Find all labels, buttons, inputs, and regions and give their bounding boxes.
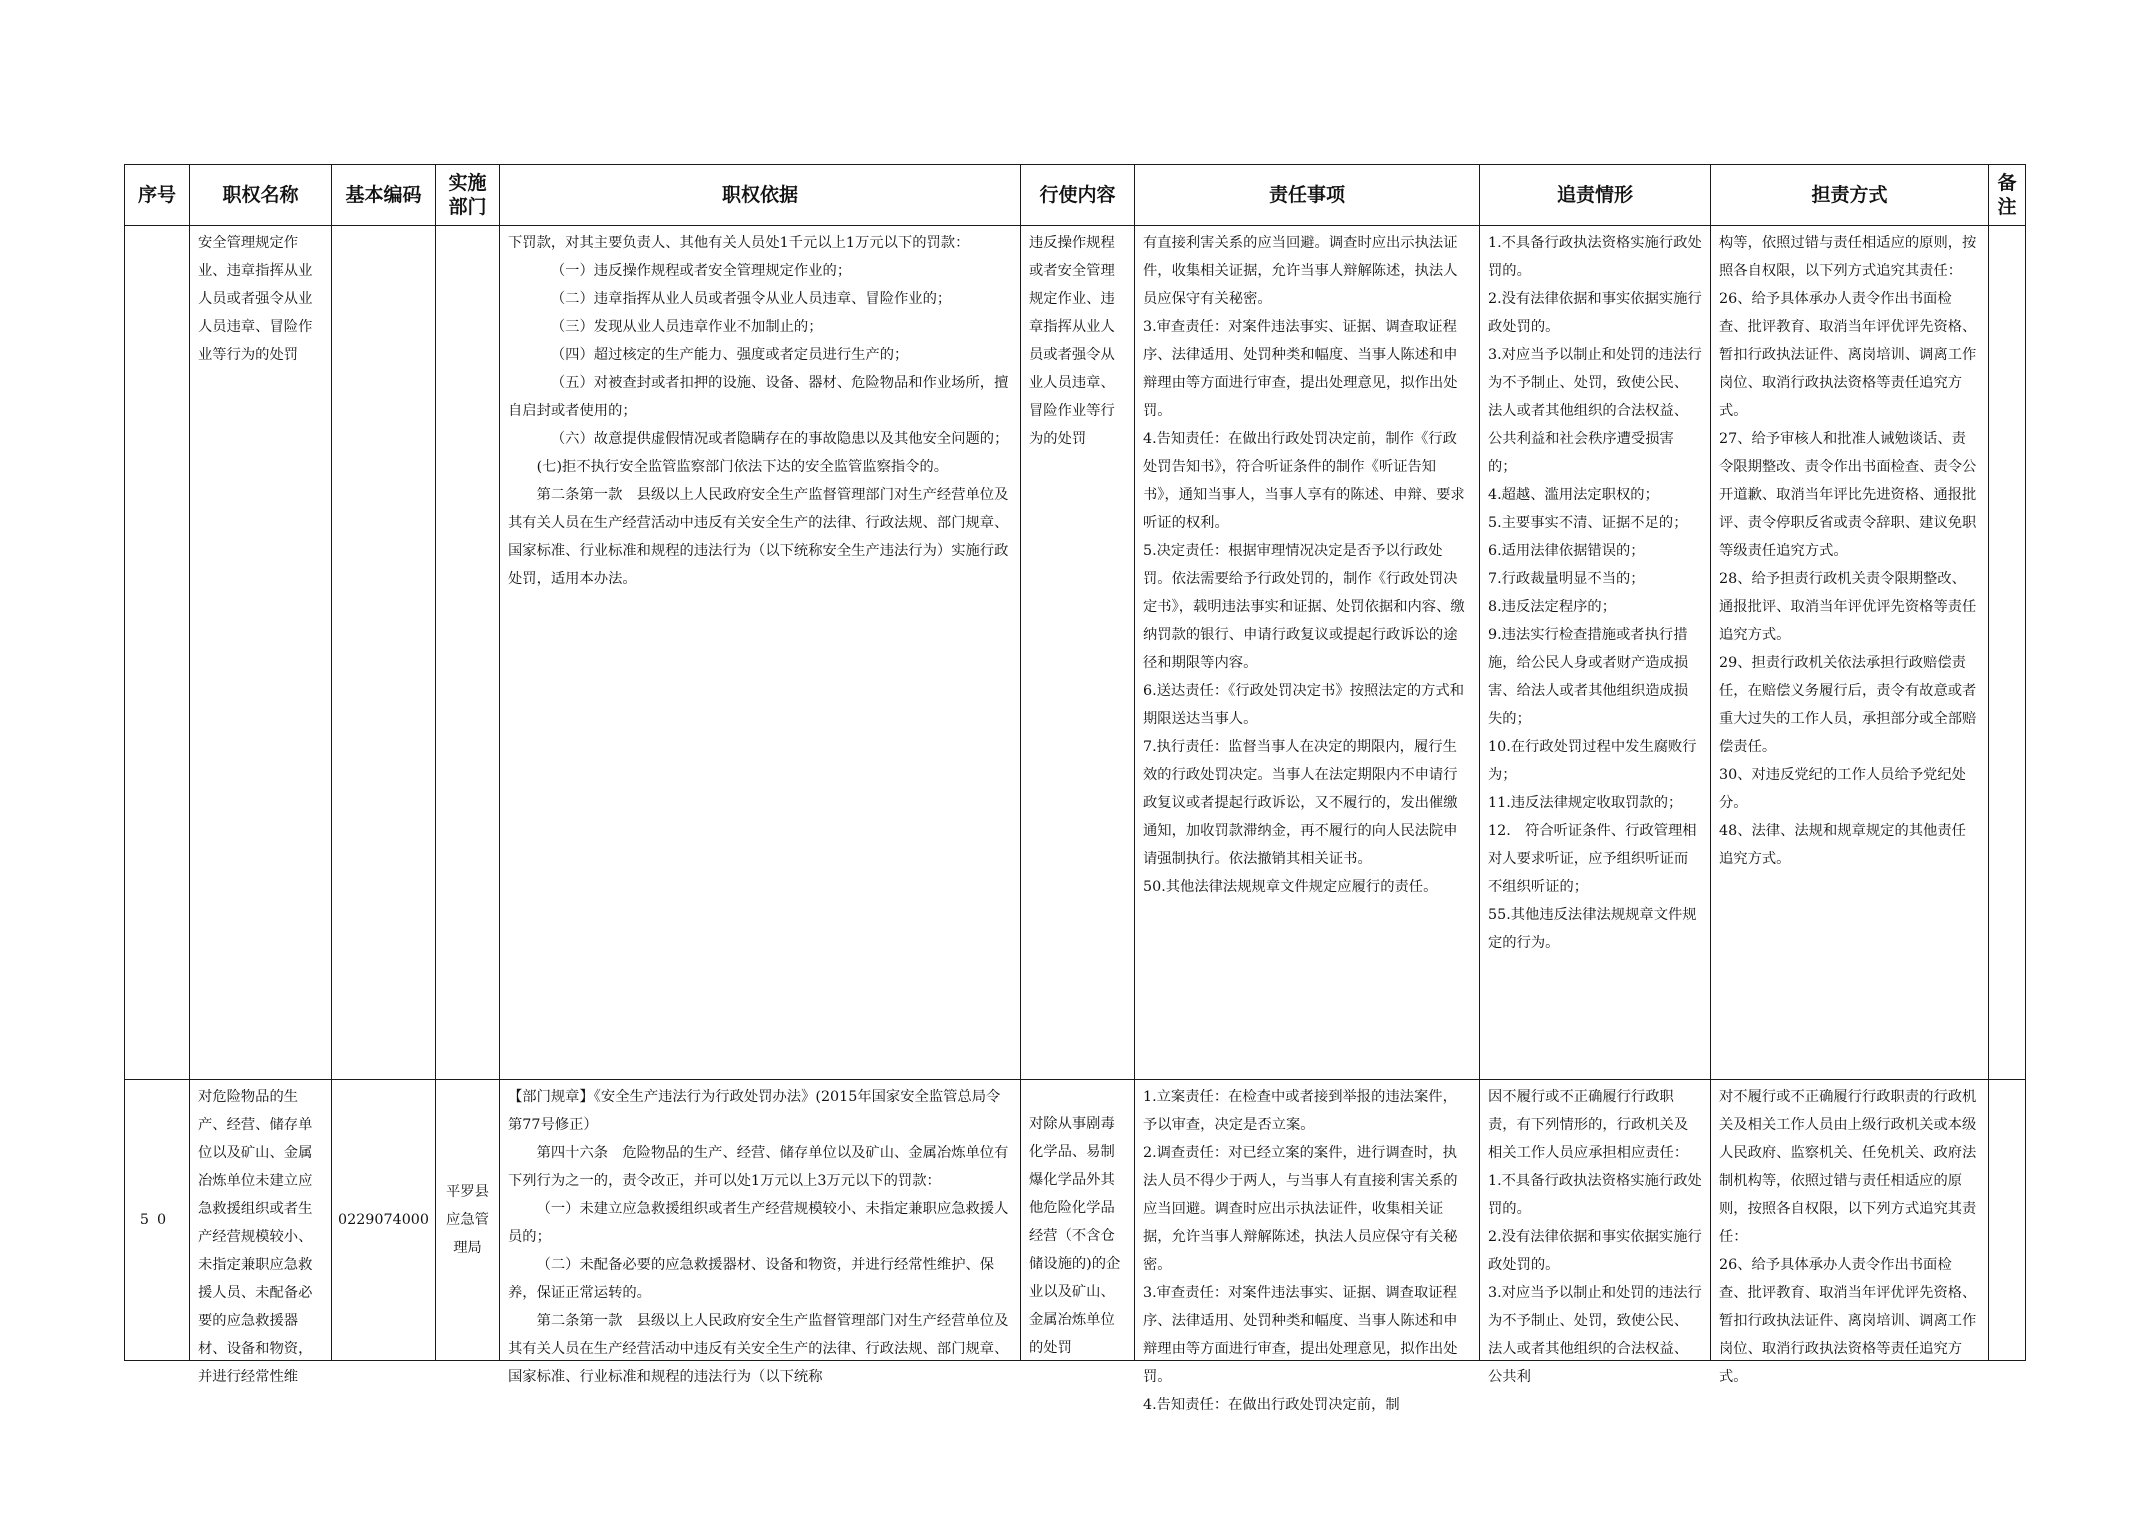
header-duty: 责任事项 xyxy=(1135,165,1480,226)
header-name: 职权名称 xyxy=(190,165,332,226)
cell-paragraph: 26、给予具体承办人责令作出书面检查、批评教育、取消当年评优评先资格、暂扣行政执法证件、离岗培训、调离工作岗位、取消行政执法资格等责任追究方式。 xyxy=(1719,1257,1977,1385)
dept-cell xyxy=(436,226,500,1080)
table-row xyxy=(125,1080,2026,1361)
cell-paragraph: 3.对应当予以制止和处罚的违法行为不予制止、处罚，致使公民、法人或者其他组织的合法权益、公共利益和社会秩序遭受损害的； xyxy=(1488,347,1702,475)
header-row xyxy=(125,165,2026,226)
cell-paragraph: 48、法律、法规和规章规定的其他责任追究方式。 xyxy=(1719,823,1966,867)
header-seq: 序号 xyxy=(125,165,190,226)
cell-paragraph: 1.不具备行政执法资格实施行政处罚的。 xyxy=(1488,1173,1702,1217)
name-cell: 安全管理规定作业、违章指挥从业人员或者强令从业人员违章、冒险作业等行为的处罚 xyxy=(190,226,332,1080)
seq-cell xyxy=(125,226,190,1080)
cell-paragraph: 【部门规章】《安全生产违法行为行政处罚办法》(2015年国家安全监管总局令第77号修正） xyxy=(508,1089,1001,1133)
cell-paragraph: 26、给予具体承办人责令作出书面检查、批评教育、取消当年评优评先资格、暂扣行政执法证件、离岗培训、调离工作岗位、取消行政执法资格等责任追究方式。 xyxy=(1719,291,1977,419)
cell-paragraph: 7.执行责任：监督当事人在决定的期限内，履行生效的行政处罚决定。当事人在法定期限内不申请行政复议或者提起行政诉讼，又不履行的，发出催缴通知，加收罚款滞纳金，再不履行的向人民法院申请强制执行。依法撤销其相关证书。 xyxy=(1143,739,1458,867)
cell-paragraph: 30、对违反党纪的工作人员给予党纪处分。 xyxy=(1719,767,1966,811)
seq-cell: 50 xyxy=(125,1080,190,1361)
basis-cell xyxy=(500,1080,1021,1385)
cell-paragraph: 5.主要事实不清、证据不足的； xyxy=(1488,515,1688,531)
content-cell: 对除从事剧毒化学品、易制爆化学品外其他危险化学品经营（不含仓储设施的)的企业以及矿山、金属冶炼单位的处罚 xyxy=(1021,1080,1135,1361)
accountability-cell xyxy=(1480,1080,1711,1385)
cell-paragraph: 1.立案责任：在检查中或者接到举报的违法案件，予以审查，决定是否立案。 xyxy=(1143,1089,1457,1133)
cell-paragraph: 4.告知责任：在做出行政处罚决定前，制 xyxy=(1143,1397,1400,1413)
content-cell: 违反操作规程或者安全管理规定作业、违章指挥从业人员或者强令从业人员违章、冒险作业等行为的处罚 xyxy=(1021,226,1135,1080)
cell-paragraph: （四）超过核定的生产能力、强度或者定员进行生产的； xyxy=(550,347,909,363)
cell-paragraph: （六）故意提供虚假情况或者隐瞒存在的事故隐患以及其他安全问题的； xyxy=(550,431,1009,447)
cell-paragraph: （三）发现从业人员违章作业不加制止的； xyxy=(550,319,823,335)
cell-paragraph: 7.行政裁量明显不当的； xyxy=(1488,571,1645,587)
header-code: 基本编码 xyxy=(332,165,436,226)
cell-paragraph: （二）未配备必要的应急救援器材、设备和物资，并进行经常性维护、保养，保证正常运转的。 xyxy=(508,1257,995,1301)
remark-cell xyxy=(1989,1080,2026,1361)
method-cell xyxy=(1711,226,1989,1080)
dept-cell: 平罗县应急管理局 xyxy=(436,1080,500,1361)
header-accountability: 追责情形 xyxy=(1480,165,1711,226)
header-remark: 备 注 xyxy=(1989,165,2026,226)
cell-paragraph: 11.违反法律规定收取罚款的； xyxy=(1488,795,1683,811)
cell-paragraph: （五）对被查封或者扣押的设施、设备、器材、危险物品和作业场所，擅自启封或者使用的； xyxy=(508,375,1009,419)
code-cell: 0229074000 xyxy=(332,1080,436,1361)
cell-paragraph: 29、担责行政机关依法承担行政赔偿责任，在赔偿义务履行后，责令有故意或者重大过失的工作人员，承担部分或全部赔偿责任。 xyxy=(1719,655,1977,755)
cell-paragraph: 6.送达责任：《行政处罚决定书》按照法定的方式和期限送达当事人。 xyxy=(1143,683,1465,727)
cell-paragraph: 6.适用法律依据错误的； xyxy=(1488,543,1645,559)
cell-paragraph: 2.调查责任：对已经立案的案件，进行调查时，执法人员不得少于两人，与当事人有直接利害关系的应当回避。调查时应出示执法证件，收集相关证据，允许当事人辩解陈述，执法人员应保守有关秘密。 xyxy=(1143,1145,1458,1273)
duty-cell xyxy=(1135,226,1480,1080)
header-content: 行使内容 xyxy=(1021,165,1135,226)
cell-paragraph: 第二条第一款 县级以上人民政府安全生产监督管理部门对生产经营单位及其有关人员在生产经营活动中违反有关安全生产的法律、行政法规、部门规章、国家标准、行业标准和规程的违法行为（以下统称安全生产违法行为）实施行政处罚，适用本办法。 xyxy=(508,487,1009,587)
header-dept: 实施 部门 xyxy=(436,165,500,226)
cell-paragraph: 3.审查责任：对案件违法事实、证据、调查取证程序、法律适用、处罚种类和幅度、当事人陈述和申辩理由等方面进行审查，提出处理意见，拟作出处罚。 xyxy=(1143,319,1458,419)
authority-table xyxy=(124,164,2026,1413)
cell-paragraph: 28、给予担责行政机关责令限期整改、通报批评、取消当年评优评先资格等责任追究方式。 xyxy=(1719,571,1977,643)
cell-paragraph: 第二条第一款 县级以上人民政府安全生产监督管理部门对生产经营单位及其有关人员在生产经营活动中违反有关安全生产的法律、行政法规、部门规章、国家标准、行业标准和规程的违法行为（以下统称 xyxy=(508,1313,1009,1385)
cell-paragraph: 10.在行政处罚过程中发生腐败行为； xyxy=(1488,739,1697,783)
duty-cell xyxy=(1135,1080,1480,1413)
cell-paragraph: 4.超越、滥用法定职权的； xyxy=(1488,487,1659,503)
cell-paragraph: 9.违法实行检查措施或者执行措施，给公民人身或者财产造成损害、给法人或者其他组织造成损失的； xyxy=(1488,627,1689,727)
cell-paragraph: 2.没有法律依据和事实依据实施行政处罚的。 xyxy=(1488,1229,1702,1273)
cell-paragraph: 有直接利害关系的应当回避。调查时应出示执法证件，收集相关证据，允许当事人辩解陈述，执法人员应保守有关秘密。 xyxy=(1143,235,1458,307)
cell-paragraph: 3.审查责任：对案件违法事实、证据、调查取证程序、法律适用、处罚种类和幅度、当事人陈述和申辩理由等方面进行审查，提出处理意见，拟作出处罚。 xyxy=(1143,1285,1458,1385)
basis-cell xyxy=(500,226,1021,1080)
cell-paragraph: （一）未建立应急救援组织或者生产经营规模较小、未指定兼职应急救援人员的； xyxy=(508,1201,1009,1245)
cell-paragraph: 下罚款，对其主要负责人、其他有关人员处1千元以上1万元以下的罚款： xyxy=(508,235,970,251)
cell-paragraph: 4.告知责任：在做出行政处罚决定前，制作《行政处罚告知书》，符合听证条件的制作《听证告知书》，通知当事人，当事人享有的陈述、申辩、要求听证的权利。 xyxy=(1143,431,1465,531)
cell-paragraph: 12. 符合听证条件、行政管理相对人要求听证，应予组织听证而不组织听证的； xyxy=(1488,823,1697,895)
cell-paragraph: 3.对应当予以制止和处罚的违法行为不予制止、处罚，致使公民、法人或者其他组织的合法权益、公共利 xyxy=(1488,1285,1702,1385)
cell-paragraph: 2.没有法律依据和事实依据实施行政处罚的。 xyxy=(1488,291,1702,335)
cell-paragraph: （二）违章指挥从业人员或者强令从业人员违章、冒险作业的； xyxy=(550,291,952,307)
cell-paragraph: 第四十六条 危险物品的生产、经营、储存单位以及矿山、金属冶炼单位有下列行为之一的，责令改正，并可以处1万元以上3万元以下的罚款： xyxy=(508,1145,1009,1189)
cell-paragraph: 5.决定责任：根据审理情况决定是否予以行政处罚。依法需要给予行政处罚的，制作《行政处罚决定书》，载明违法事实和证据、处罚依据和内容、缴纳罚款的银行、申请行政复议或提起行政诉讼的途径和期限等内容。 xyxy=(1143,543,1465,671)
cell-paragraph: 55.其他违反法律法规规章文件规定的行为。 xyxy=(1488,907,1697,951)
cell-paragraph: （一）违反操作规程或者安全管理规定作业的； xyxy=(550,263,852,279)
table-row xyxy=(125,226,2026,1080)
accountability-cell xyxy=(1480,226,1711,1080)
cell-paragraph: (七)拒不执行安全监管监察部门依法下达的安全监管监察指令的。 xyxy=(536,459,949,475)
header-method: 担责方式 xyxy=(1711,165,1989,226)
code-cell xyxy=(332,226,436,1080)
cell-paragraph: 8.违反法定程序的； xyxy=(1488,599,1617,615)
cell-paragraph: 构等，依照过错与责任相适应的原则，按照各自权限，以下列方式追究其责任： xyxy=(1719,235,1977,279)
header-basis: 职权依据 xyxy=(500,165,1021,226)
method-cell xyxy=(1711,1080,1989,1385)
cell-paragraph: 对不履行或不正确履行行政职责的行政机关及相关工作人员由上级行政机关或本级人民政府、监察机关、任免机关、政府法制机构等，依照过错与责任相适应的原则，按照各自权限，以下列方式追究其责任： xyxy=(1719,1089,1977,1245)
name-cell: 对危险物品的生产、经营、储存单位以及矿山、金属冶炼单位未建立应急救援组织或者生产经营规模较小、未指定兼职应急救援人员、未配备必要的应急救援器材、设备和物资，并进行经常性维 xyxy=(190,1080,332,1361)
cell-paragraph: 50.其他法律法规规章文件规定应履行的责任。 xyxy=(1143,879,1438,895)
remark-cell xyxy=(1989,226,2026,1080)
cell-paragraph: 27、给予审核人和批准人诫勉谈话、责令限期整改、责令作出书面检查、责令公开道歉、取消当年评比先进资格、通报批评、责令停职反省或责令辞职、建议免职等级责任追究方式。 xyxy=(1719,431,1977,559)
cell-paragraph: 1.不具备行政执法资格实施行政处罚的。 xyxy=(1488,235,1702,279)
cell-paragraph: 因不履行或不正确履行行政职责，有下列情形的，行政机关及相关工作人员应承担相应责任： xyxy=(1488,1089,1689,1161)
